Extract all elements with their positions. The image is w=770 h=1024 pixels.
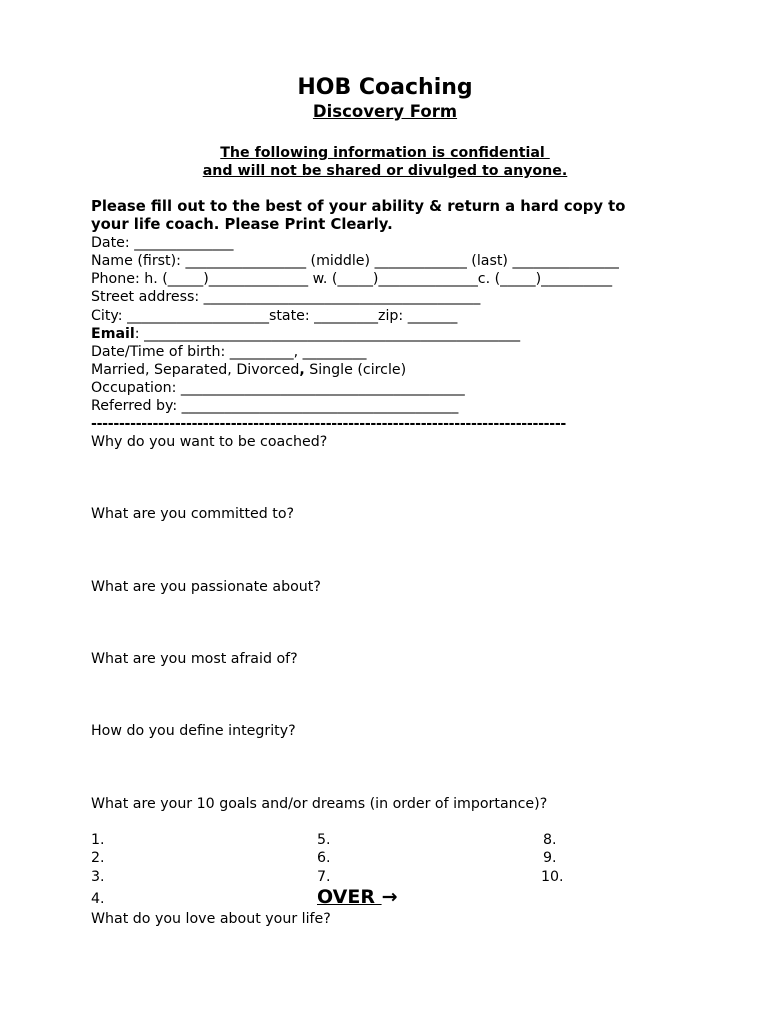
confidential-notice-line1: The following information is confidential bbox=[220, 145, 550, 161]
name-field[interactable]: Name (first): _________________ (middle) _____________ (last) _______________ bbox=[91, 253, 619, 269]
goal-number: 3. bbox=[91, 869, 105, 885]
goal-number: 6. bbox=[317, 850, 331, 866]
city-state-zip-field[interactable]: City: ____________________state: _________zip: _______ bbox=[91, 308, 458, 324]
email-field[interactable] bbox=[91, 325, 520, 343]
marital-comma: , bbox=[299, 362, 305, 378]
marital-status-field[interactable] bbox=[91, 361, 406, 379]
email-label: Email bbox=[91, 326, 135, 342]
form-title: HOB Coaching bbox=[297, 75, 473, 100]
over-label bbox=[317, 886, 398, 908]
question-love-life: What do you love about your life? bbox=[91, 911, 331, 927]
birth-field[interactable]: Date/Time of birth: _________, _________ bbox=[91, 344, 367, 360]
form-subtitle: Discovery Form bbox=[312, 102, 458, 121]
question-integrity: How do you define integrity? bbox=[91, 723, 296, 739]
goal-number: 5. bbox=[317, 832, 331, 848]
question-coached: Why do you want to be coached? bbox=[91, 434, 328, 450]
marital-options-b: Single (circle) bbox=[304, 362, 407, 378]
street-address-field[interactable]: Street address: _______________________________________ bbox=[91, 289, 481, 305]
goal-number: 4. bbox=[91, 891, 105, 907]
email-line: : _____________________________________________________ bbox=[134, 326, 521, 342]
occupation-field[interactable]: Occupation: ________________________________________ bbox=[91, 380, 465, 396]
referred-by-field[interactable]: Referred by: _______________________________________ bbox=[91, 398, 459, 414]
question-passionate: What are you passionate about? bbox=[91, 579, 321, 595]
instructions-line1: Please fill out to the best of your ability & return a hard copy to bbox=[91, 198, 626, 215]
confidential-notice-line2: and will not be shared or divulged to anyone. bbox=[202, 163, 568, 179]
goal-number: 8. bbox=[543, 832, 557, 848]
question-goals: What are your 10 goals and/or dreams (in order of importance)? bbox=[91, 796, 548, 812]
goal-number: 7. bbox=[317, 869, 331, 885]
goal-number: 2. bbox=[91, 850, 105, 866]
question-committed: What are you committed to? bbox=[91, 506, 295, 522]
marital-options-a: Married, Separated, Divorced bbox=[91, 362, 300, 378]
goal-number: 9. bbox=[543, 850, 557, 866]
section-divider: ------------------------------------------------------------------------------------- bbox=[91, 416, 567, 432]
over-text: OVER bbox=[317, 886, 382, 908]
goal-number: 10. bbox=[541, 869, 564, 885]
instructions-line2: your life coach. Please Print Clearly. bbox=[91, 216, 393, 233]
goal-number: 1. bbox=[91, 832, 105, 848]
question-afraid: What are you most afraid of? bbox=[91, 651, 298, 667]
arrow-right-icon: → bbox=[381, 886, 398, 908]
date-field[interactable]: Date: ______________ bbox=[91, 235, 234, 251]
phone-field[interactable]: Phone: h. (_____)______________ w. (_____)______________c. (_____)__________ bbox=[91, 271, 613, 287]
